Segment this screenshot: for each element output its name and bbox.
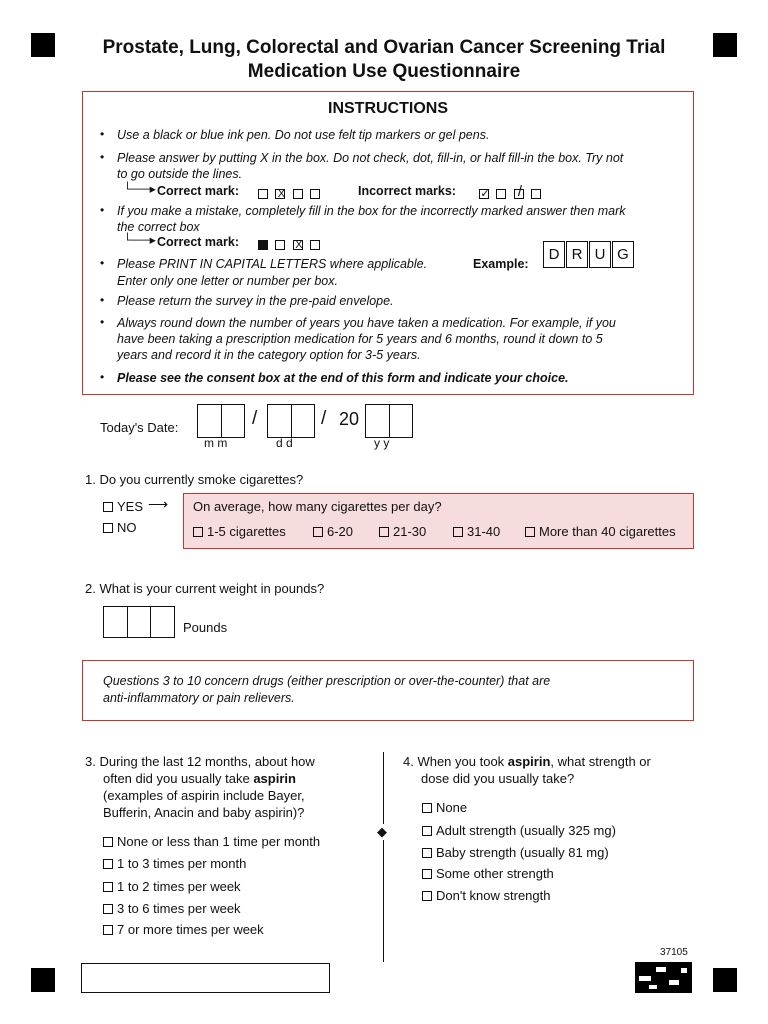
q1-option-31-40[interactable]: 31-40: [453, 524, 500, 540]
checkbox-icon[interactable]: [103, 837, 113, 847]
example-letter-box: U: [589, 241, 611, 268]
instruction-x-mark-cont: to go outside the lines.: [117, 167, 243, 181]
instruction-round-cont: have been taking a prescription medication for 5 years and 6 months, round it down to 5: [117, 332, 603, 346]
checkbox-icon: [310, 240, 320, 250]
correct-mark-example: [258, 185, 320, 203]
question-2: 2. What is your current weight in pounds?: [85, 581, 325, 596]
incorrect-marks-example: [479, 182, 541, 203]
date-separator: /: [252, 408, 258, 429]
instruction-capitals: Please PRINT IN CAPITAL LETTERS where applicable.: [117, 257, 428, 271]
instruction-one-letter: Enter only one letter or number per box.: [117, 274, 338, 288]
checkbox-filled-icon: [258, 240, 268, 250]
diamond-icon: ◆: [377, 824, 387, 839]
checkbox-icon[interactable]: [422, 848, 432, 858]
checkbox-icon[interactable]: [422, 891, 432, 901]
checkbox-icon[interactable]: [525, 527, 535, 537]
checkbox-icon[interactable]: [103, 882, 113, 892]
checkbox-icon[interactable]: [379, 527, 389, 537]
checkbox-x-icon: X: [293, 240, 303, 250]
bullet: •: [100, 293, 105, 307]
date-separator: /: [321, 408, 327, 429]
q3-option-1-2-week[interactable]: 1 to 2 times per week: [103, 879, 241, 895]
question-4-line-2: dose did you usually take?: [421, 771, 575, 786]
question-4-line-1: 4. When you took aspirin, what strength or: [403, 754, 651, 769]
correct-mark-label: Correct mark:: [157, 184, 239, 198]
q1-option-21-30[interactable]: 21-30: [379, 524, 426, 540]
q1-followup-question: On average, how many cigarettes per day?: [193, 499, 442, 514]
instruction-round-cont-2: years and record it in the category option for 3-5 years.: [117, 348, 421, 362]
bullet: •: [100, 127, 105, 141]
incorrect-marks-label: Incorrect marks:: [358, 184, 456, 198]
checkbox-icon: [496, 189, 506, 199]
instruction-pen: Use a black or blue ink pen. Do not use felt tip markers or gel pens.: [117, 128, 490, 142]
q1-option-6-20[interactable]: 6-20: [313, 524, 353, 540]
question-3-line-2: often did you usually take aspirin: [103, 771, 296, 786]
checkbox-icon[interactable]: [453, 527, 463, 537]
bullet: •: [100, 315, 105, 329]
arrow-icon: └──▸: [123, 182, 156, 196]
instruction-consent: Please see the consent box at the end of this form and indicate your choice.: [117, 371, 569, 385]
q4-option-dont-know[interactable]: Don't know strength: [422, 888, 551, 904]
instruction-return: Please return the survey in the pre-paid envelope.: [117, 294, 394, 308]
registration-mark-bottom-right: [713, 968, 737, 992]
arrow-icon: └──▸: [123, 233, 156, 247]
example-letter-box: R: [566, 241, 588, 268]
q3-option-3-6-week[interactable]: 3 to 6 times per week: [103, 901, 241, 917]
checkbox-icon: [310, 189, 320, 199]
checkbox-x-icon: X: [275, 189, 285, 199]
checkbox-icon[interactable]: [193, 527, 203, 537]
bullet: •: [100, 203, 105, 217]
checkbox-icon[interactable]: [103, 502, 113, 512]
question-3-line-1: 3. During the last 12 months, about how: [85, 754, 315, 769]
q4-option-other[interactable]: Some other strength: [422, 866, 554, 882]
date-label: Today's Date:: [100, 420, 179, 435]
form-code: 37105: [660, 947, 688, 958]
date-day-hint: d d: [276, 436, 293, 450]
q1-yes-option[interactable]: YES: [103, 499, 143, 515]
example-letter-box: G: [612, 241, 634, 268]
checkbox-icon[interactable]: [422, 803, 432, 813]
q3-option-1-3-month[interactable]: 1 to 3 times per month: [103, 856, 246, 872]
correct-mark-example-2: [258, 236, 320, 254]
example-label: Example:: [473, 257, 529, 271]
instruction-mistake-cont: the correct box: [117, 220, 200, 234]
instructions-heading: INSTRUCTIONS: [328, 100, 448, 117]
checkbox-icon[interactable]: [103, 523, 113, 533]
checkbox-icon: [531, 189, 541, 199]
date-day-input[interactable]: [267, 404, 315, 438]
note-line-1: Questions 3 to 10 concern drugs (either prescription or over-the-counter) that are: [103, 674, 551, 688]
id-label-box: [81, 963, 330, 993]
date-year-input[interactable]: [365, 404, 413, 438]
checkbox-icon[interactable]: [313, 527, 323, 537]
checkbox-icon[interactable]: [103, 904, 113, 914]
page-title: Prostate, Lung, Colorectal and Ovarian Cancer Screening Trial: [102, 37, 666, 58]
example-letter-box: D: [543, 241, 565, 268]
instruction-x-mark: Please answer by putting X in the box. Do not check, dot, fill-in, or half fill-in the box. Try not: [117, 151, 624, 165]
arrow-right-icon: ⟶: [148, 496, 169, 512]
q3-option-none[interactable]: None or less than 1 time per month: [103, 834, 320, 850]
checkbox-slash-icon: /: [514, 189, 524, 199]
weight-unit: Pounds: [183, 620, 228, 635]
q3-option-7-plus-week[interactable]: 7 or more times per week: [103, 922, 264, 938]
note-box: [82, 660, 694, 721]
checkbox-icon[interactable]: [103, 859, 113, 869]
checkbox-icon[interactable]: [422, 826, 432, 836]
date-century: 20: [339, 409, 360, 429]
q1-followup-box: [183, 493, 694, 549]
q1-option-1-5[interactable]: 1-5 cigarettes: [193, 524, 286, 540]
instructions-box: [82, 91, 694, 395]
q4-option-none[interactable]: None: [422, 800, 467, 816]
note-line-2: anti-inflammatory or pain relievers.: [103, 691, 295, 705]
checkbox-check-icon: ✓: [480, 187, 490, 200]
checkbox-icon: [293, 189, 303, 199]
question-3-line-3: (examples of aspirin include Bayer,: [103, 788, 305, 803]
question-1: 1. Do you currently smoke cigarettes?: [85, 472, 304, 487]
page-subtitle: Medication Use Questionnaire: [247, 61, 521, 82]
instruction-round: Always round down the number of years you have taken a medication. For example, if you: [117, 316, 616, 330]
checkbox-icon[interactable]: [103, 925, 113, 935]
date-year-hint: y y: [374, 436, 390, 450]
column-divider: [383, 752, 384, 962]
q4-option-adult[interactable]: Adult strength (usually 325 mg): [422, 823, 616, 839]
registration-mark-bottom-left: [31, 968, 55, 992]
barcode-icon: [635, 962, 692, 993]
date-month-input[interactable]: [197, 404, 245, 438]
checkbox-icon[interactable]: [422, 869, 432, 879]
bullet: •: [100, 256, 105, 270]
checkbox-icon: [275, 240, 285, 250]
q4-option-baby[interactable]: Baby strength (usually 81 mg): [422, 845, 609, 861]
correct-mark-label-2: Correct mark:: [157, 235, 239, 249]
q1-option-more-40[interactable]: More than 40 cigarettes: [525, 524, 676, 540]
weight-input[interactable]: [103, 606, 175, 638]
instruction-mistake: If you make a mistake, completely fill in the box for the incorrectly marked answer then mark: [117, 204, 626, 218]
date-month-hint: m m: [204, 436, 228, 450]
checkbox-icon: [258, 189, 268, 199]
bullet: •: [100, 150, 105, 164]
q1-no-option[interactable]: NO: [103, 520, 137, 536]
bullet: •: [100, 370, 105, 384]
question-3-line-4: Bufferin, Anacin and baby aspirin)?: [103, 805, 305, 820]
